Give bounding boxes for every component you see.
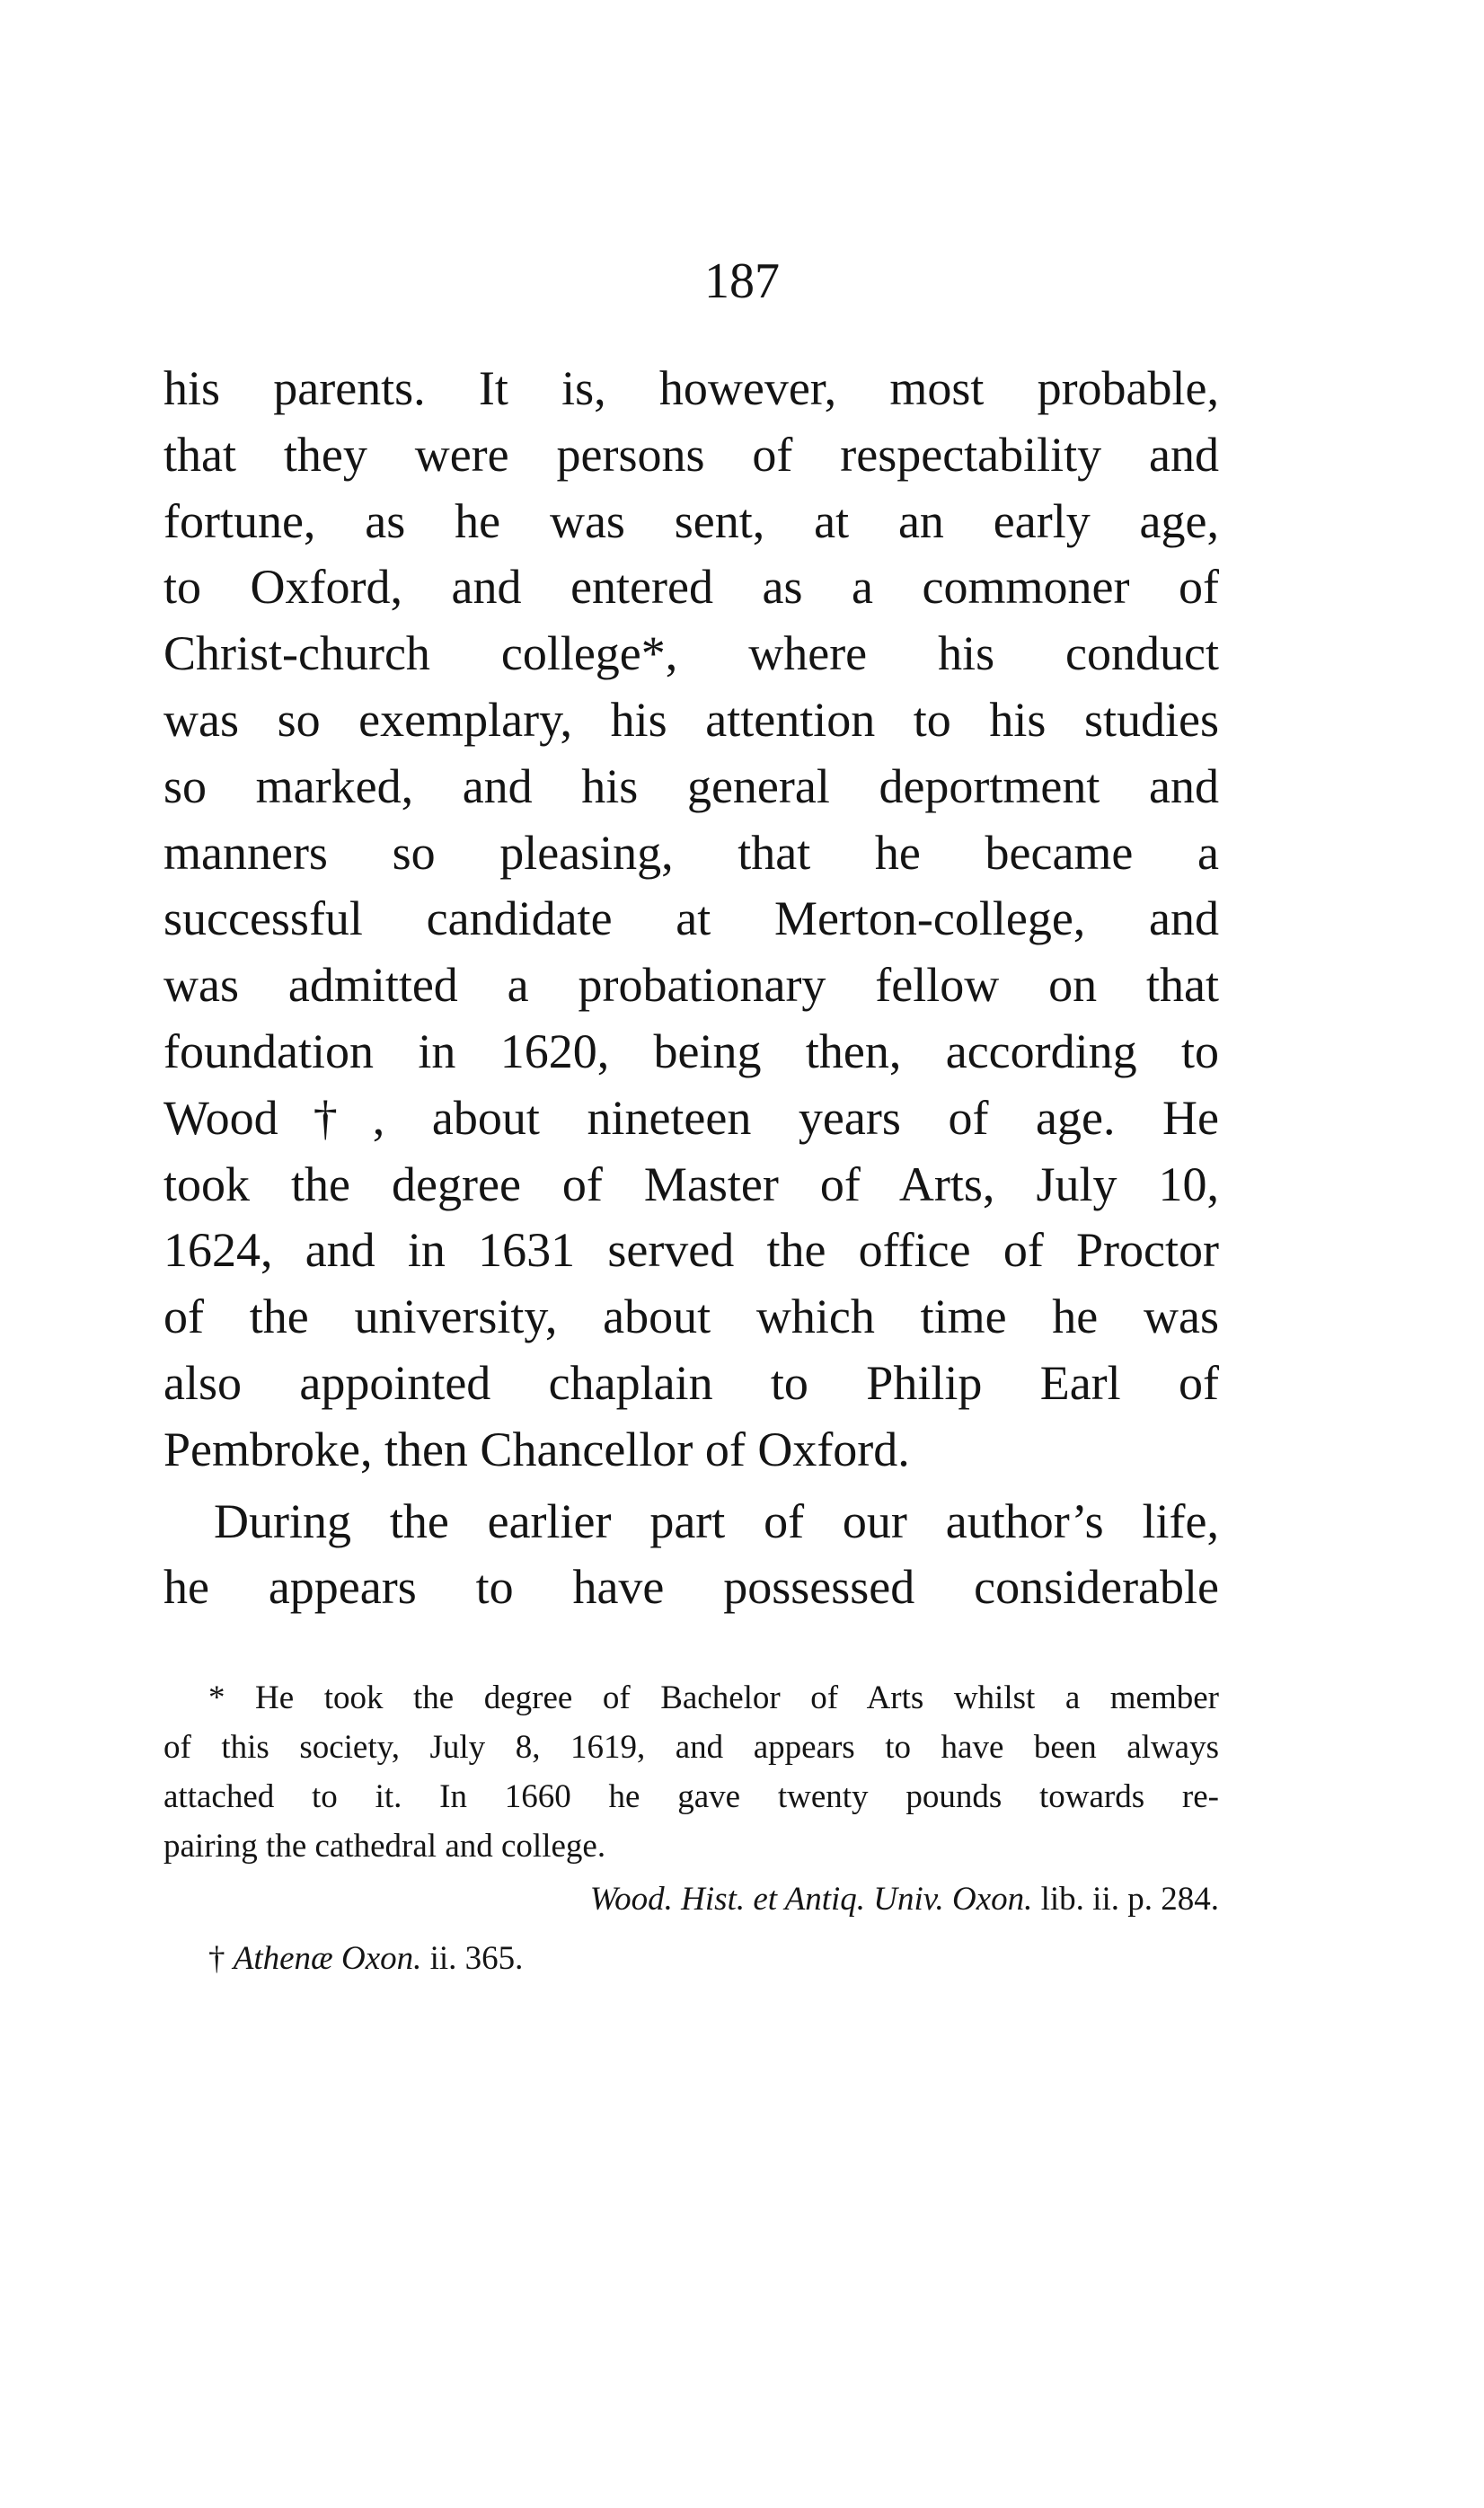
- body-line: of the university, about which time he was: [163, 1289, 1219, 1344]
- body-line: Pembroke, then Chancellor of Oxford.: [163, 1422, 910, 1476]
- citation-author: Wood.: [589, 1881, 673, 1918]
- footnote-dagger: [163, 1934, 1219, 1983]
- body-line: also appointed chaplain to Philip Earl of: [163, 1355, 1219, 1410]
- citation-ref: lib. ii. p. 284.: [1040, 1881, 1219, 1918]
- page-number: 187: [704, 253, 780, 309]
- body-line: foundation in 1620, being then, according to: [163, 1024, 1219, 1078]
- footnote-dagger-ref: ii. 365.: [429, 1940, 524, 1977]
- footnote-dagger-title: Athenæ Oxon.: [233, 1940, 422, 1977]
- body-line: he appears to have possessed considerable: [163, 1560, 1219, 1615]
- footnotes: [163, 1673, 1219, 1983]
- footnote-citation: [163, 1871, 1219, 1928]
- body-line: During the earlier part of our author’s life,: [214, 1493, 1219, 1548]
- body-text: [163, 356, 1219, 1621]
- body-line: was admitted a probationary fellow on that: [163, 958, 1219, 1013]
- body-line: Wood†, about nineteen years of age. He: [163, 1090, 1219, 1145]
- dagger-mark: †: [208, 1940, 225, 1977]
- body-line: fortune, as he was sent, at an early age,: [163, 493, 1219, 548]
- body-line: so marked, and his general deportment and: [163, 758, 1219, 813]
- body-line: Christ-church college*, where his conduct: [163, 626, 1219, 681]
- footnote-line: of this society, July 8, 1619, and appears to have been always: [163, 1729, 1219, 1766]
- body-line: successful candidate at Merton-college, and: [163, 891, 1219, 946]
- citation-title: Hist. et Antiq. Univ. Oxon.: [681, 1881, 1033, 1918]
- footnote-line: pairing the cathedral and college.: [163, 1828, 606, 1865]
- body-line: his parents. It is, however, most probable,: [163, 361, 1219, 415]
- body-line: 1624, and in 1631 served the office of Proctor: [163, 1223, 1219, 1278]
- body-line: took the degree of Master of Arts, July 10,: [163, 1157, 1219, 1211]
- body-line: manners so pleasing, that he became a: [163, 825, 1219, 880]
- footnote-line: attached to it. In 1660 he gave twenty pounds towards re-: [163, 1778, 1219, 1815]
- body-line: was so exemplary, his attention to his studies: [163, 692, 1219, 747]
- body-line: that they were persons of respectability and: [163, 427, 1219, 482]
- footnote-line: * He took the degree of Bachelor of Arts whilst a member: [208, 1679, 1219, 1716]
- body-line: to Oxford, and entered as a commoner of: [163, 560, 1219, 615]
